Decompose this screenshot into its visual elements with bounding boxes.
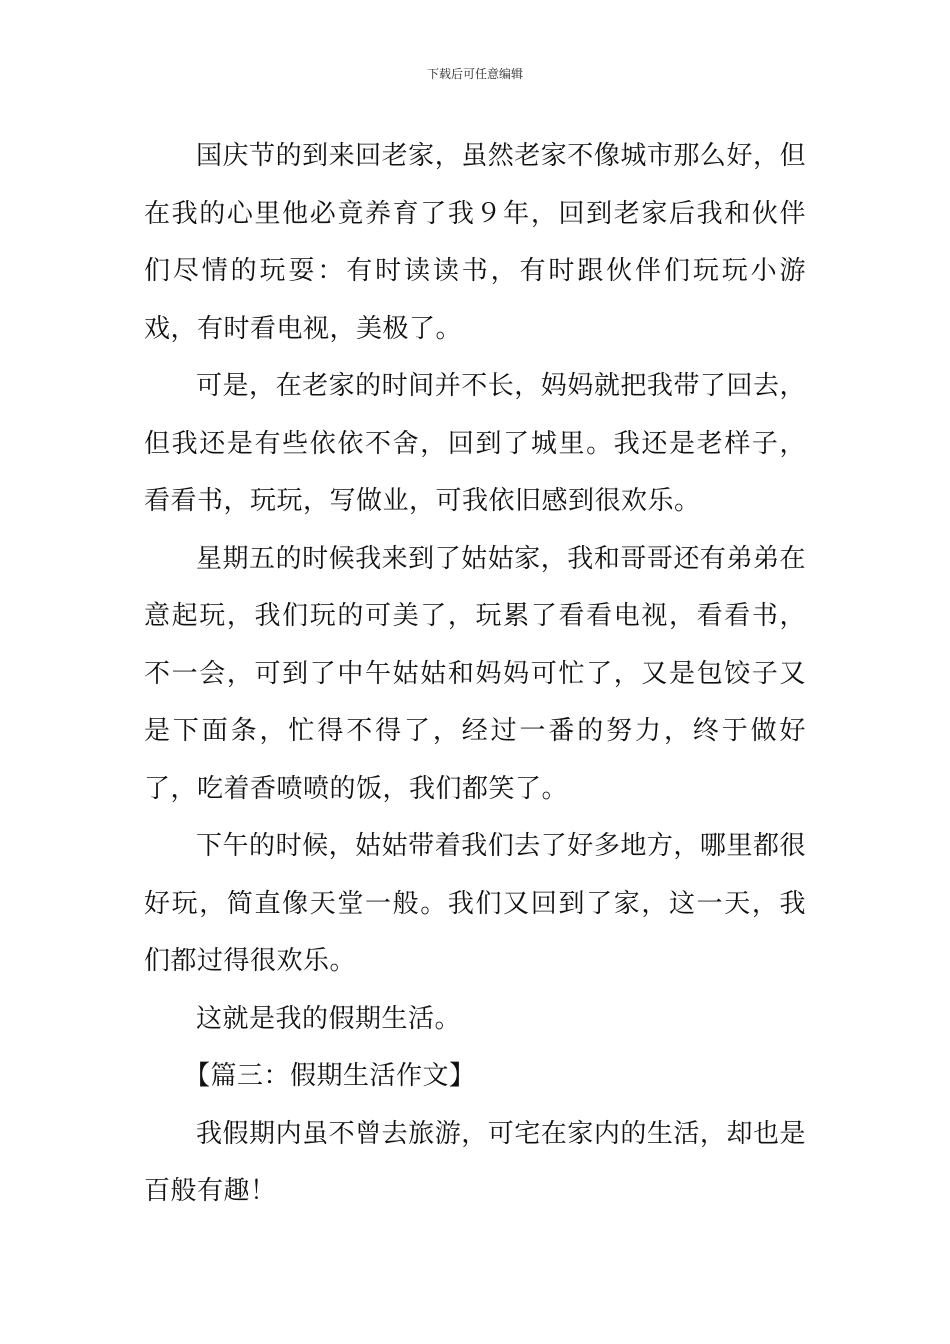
paragraph-4: 下午的时候，姑姑带着我们去了好多地方，哪里都很好玩，简直像天堂一般。我们又回到了家，这一天，我们都过得很欢乐。 (144, 831, 806, 976)
section-paragraph-1: 我假期内虽不曾去旅游，可宅在家内的生活，却也是百般有趣！ (144, 1118, 806, 1206)
section-heading: 【篇三：假期生活作文】 (184, 1061, 476, 1091)
paragraph-5: 这就是我的假期生活。 (196, 1003, 462, 1034)
paragraph-1: 国庆节的到来回老家，虽然老家不像城市那么好，但在我的心里他必竟养育了我９年，回到老家后我和伙伴们尽情的玩耍：有时读读书，有时跟伙伴们玩玩小游戏，有时看电视，美极了。 (144, 141, 806, 344)
paragraph-2: 可是，在老家的时间并不长，妈妈就把我带了回去，但我还是有些依依不舍，回到了城里。我还是老样子，看看书，玩玩，写做业，可我依旧感到很欢乐。 (144, 371, 806, 516)
page-header-note: 下载后可任意编辑 (426, 67, 523, 81)
paragraph-3: 星期五的时候我来到了姑姑家，我和哥哥还有弟弟在意起玩，我们玩的可美了，玩累了看看电视，看看书，不一会，可到了中午姑姑和妈妈可忙了，又是包饺子又是下面条，忙得不得了，经过一番的努力，终于做好了，吃着香喷喷的饭，我们都笑了。 (144, 543, 806, 804)
document-body (144, 128, 806, 1221)
